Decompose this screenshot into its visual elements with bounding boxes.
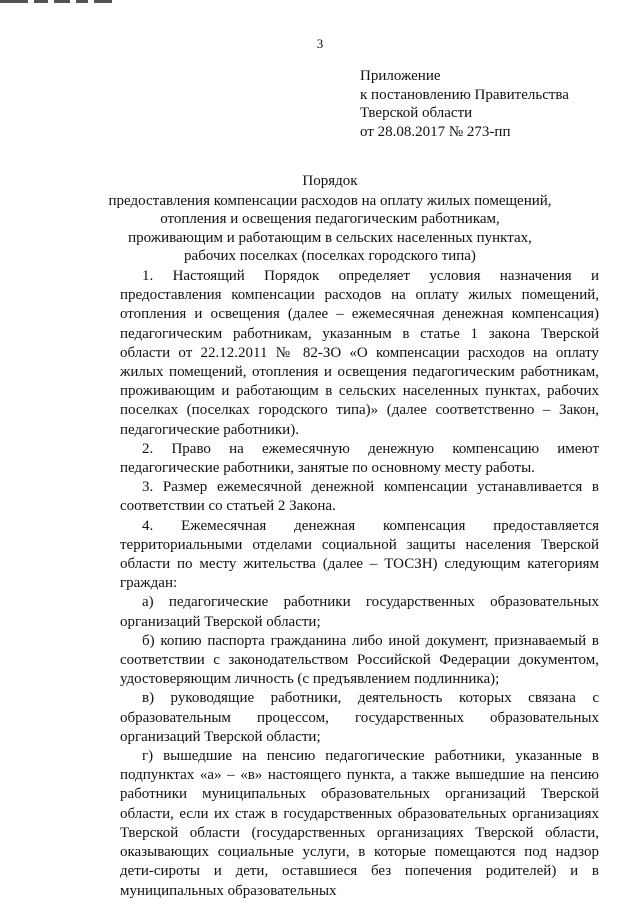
title-line-4: рабочих поселках (поселках городского типа) bbox=[184, 248, 476, 264]
subitem-g: г) вышедшие на пенсию педагогические работники, указанные в подпунктах «а» – «в» настоящего пункта, а также вышедшие на пенсию работники муниципальных образовательных организаций Тверской области, если их стаж в государственных образовательных организациях Тверской области (государственных организациях Тверской области, оказывающих социальные услуги, в которые помещаются под надзор дети-сироты и дети, оставшиеся без попечения родителей) и в муниципальных образовательных bbox=[120, 748, 599, 899]
appendix-line-4: от 28.08.2017 № 273-пп bbox=[360, 123, 511, 140]
appendix-block bbox=[360, 67, 569, 141]
scan-edge-mark bbox=[0, 0, 120, 8]
title-heading: Порядок bbox=[302, 173, 358, 189]
title-line-3: проживающим и работающим в сельских населенных пунктах, bbox=[128, 229, 532, 246]
page-number: 3 bbox=[316, 36, 324, 51]
subitem-b: б) копию паспорта гражданина либо иной документ, признаваемый в соответствии с законодательством Российской Федерации документом, удостоверяющим личность (с предъявлением подлинника); bbox=[120, 632, 599, 688]
title-line-2: отопления и освещения педагогическим работникам, bbox=[160, 211, 500, 227]
appendix-line-2: к постановлению Правительства bbox=[360, 86, 569, 103]
document-body bbox=[120, 267, 599, 901]
subitem-a: а) педагогические работники государственных образовательных организаций Тверской области; bbox=[120, 594, 599, 630]
paragraph-1: 1. Настоящий Порядок определяет условия назначения и предоставления компенсации расходов на оплату жилых помещений, отопления и освещения (далее – ежемесячная денежная компенсация) педагогическим работникам, указанным в статье 1 закона Тверской области от 22.12.2011 № 82-ЗО «О компенсации расходов на оплату жилых помещений, отопления и освещения педагогическим работникам, проживающим и работающим в сельских населенных пунктах, рабочих поселках (поселках городского типа)» (далее соответственно – Закон, педагогические работники). bbox=[120, 268, 599, 438]
paragraph-2: 2. Право на ежемесячную денежную компенсацию имеют педагогические работники, занятые по основному месту работы. bbox=[120, 440, 599, 477]
appendix-line-3: Тверской области bbox=[360, 105, 473, 121]
paragraph-3: 3. Размер ежемесячной денежной компенсации устанавливается в соответствии со статьей 2 Закона. bbox=[120, 479, 599, 515]
subitem-v: в) руководящие работники, деятельность которых связана с образовательным процессом, государственных образовательных организаций Тверской области; bbox=[120, 690, 599, 745]
paragraph-4: 4. Ежемесячная денежная компенсация предоставляется территориальными отделами социальной защиты населения Тверской области по месту жительства (далее – ТОСЗН) следующим категориям граждан: bbox=[120, 517, 599, 592]
document-title bbox=[60, 172, 600, 266]
appendix-line-1: Приложение bbox=[360, 68, 441, 84]
title-line-1: предоставления компенсации расходов на оплату жилых помещений, bbox=[108, 192, 552, 209]
